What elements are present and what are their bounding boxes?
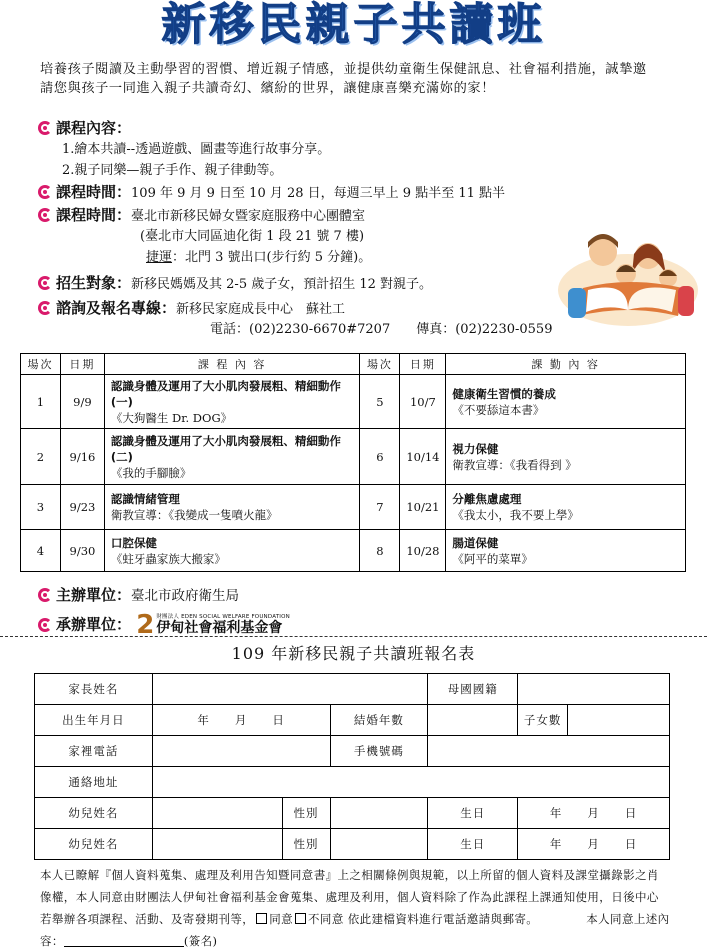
contact-heading: 諮詢及報名專線 bbox=[56, 299, 162, 317]
birthday-label: 生日 bbox=[428, 798, 518, 829]
coorganizer-label: 承辦單位 bbox=[56, 615, 117, 634]
header-date: 日期 bbox=[60, 354, 104, 375]
enroll-value: 新移民媽媽及其 2-5 歲子女，預計招生 12 對親子。 bbox=[131, 277, 433, 292]
session-book: 《大狗醫生 Dr. DOG》 bbox=[110, 410, 233, 425]
gender-label: 性別 bbox=[282, 798, 330, 829]
enroll-row: 招生對象：新移民媽媽及其 2-5 歲子女，預計招生 12 對親子。 bbox=[38, 273, 432, 295]
header-content: 課 程 內 容 bbox=[104, 354, 360, 375]
session-title: 分離焦慮處理 bbox=[452, 492, 522, 506]
birthday-label: 生日 bbox=[428, 829, 518, 860]
header-date: 日期 bbox=[400, 354, 446, 375]
transit-label: 捷運 bbox=[146, 250, 173, 265]
form-row bbox=[35, 767, 670, 798]
consent-tail: 依此建檔資料進行電話邀請與郵寄。 bbox=[343, 912, 539, 926]
bullet-icon bbox=[38, 185, 52, 199]
gender-field[interactable] bbox=[330, 829, 428, 860]
signature-field[interactable] bbox=[64, 935, 184, 947]
bullet-icon bbox=[38, 276, 52, 290]
session-content bbox=[104, 429, 360, 485]
bullet-icon bbox=[38, 618, 52, 632]
address-label: 通絡地址 bbox=[35, 767, 153, 798]
place-address: (臺北市大同區迪化街 1 段 21 號 7 樓) bbox=[140, 229, 365, 244]
session-book: 《阿平的菜單》 bbox=[452, 551, 533, 566]
transit-value: ：北門 3 號出口(步行約 5 分鐘)。 bbox=[172, 250, 372, 265]
session-no: 2 bbox=[21, 429, 61, 485]
session-book: 衛教宣導：《我看得到 》 bbox=[452, 457, 577, 472]
session-no: 6 bbox=[360, 429, 400, 485]
session-date: 9/9 bbox=[60, 375, 104, 429]
eden-logo-icon: 2 bbox=[136, 610, 155, 640]
gender-label: 性別 bbox=[282, 829, 330, 860]
session-date: 9/16 bbox=[60, 429, 104, 485]
table-row bbox=[21, 375, 686, 429]
session-no: 3 bbox=[21, 485, 61, 530]
birthday-field[interactable]: 年 月 日 bbox=[518, 798, 670, 829]
table-row bbox=[21, 429, 686, 485]
cut-line bbox=[0, 636, 707, 637]
birth-date-label: 出生年月日 bbox=[35, 705, 153, 736]
session-content bbox=[446, 530, 686, 572]
header-session: 場次 bbox=[360, 354, 400, 375]
bullet-icon bbox=[38, 208, 52, 222]
header-content: 課 勤 內 容 bbox=[446, 354, 686, 375]
session-content bbox=[446, 429, 686, 485]
place-row: 課程時間：臺北市新移民婦女暨家庭服務中心團體室 bbox=[38, 205, 365, 227]
session-date: 9/23 bbox=[60, 485, 104, 530]
session-content bbox=[446, 375, 686, 429]
session-book: 衛教宣導：《我變成一隻噴火龍》 bbox=[110, 508, 278, 522]
contact-phone: 電話：(02)2230-6670#7207 傳真：(02)2230-0559 bbox=[210, 322, 553, 337]
session-title: 腸道保健 bbox=[452, 535, 499, 550]
home-country-label: 母國國籍 bbox=[428, 674, 518, 705]
parent-name-label: 家長姓名 bbox=[35, 674, 153, 705]
consent-notice bbox=[40, 864, 670, 951]
consent-text: 本人已瞭解『個人資料蒐集、處理及利用告知暨同意書』上之相關條例與規範，以上所留的個人資料及課堂攝錄影之肖像權，本人同意由財團法人伊甸社會福利基金會蒐集、處理及利用，個人資料除了作為此課程上課通知使用，日後中心若舉辦各項課程、活動、及寄發期刊等， bbox=[40, 868, 659, 926]
session-date: 10/14 bbox=[400, 429, 446, 485]
session-content bbox=[104, 485, 360, 530]
session-title: 認識身體及運用了大小肌肉發展粗、精細動作(一) bbox=[110, 378, 341, 409]
session-date: 10/28 bbox=[400, 530, 446, 572]
session-title: 健康衛生習慣的養成 bbox=[452, 386, 556, 401]
address-field[interactable] bbox=[152, 767, 669, 798]
enroll-heading: 招生對象 bbox=[56, 274, 117, 292]
family-reading-illustration bbox=[548, 228, 698, 328]
session-title: 口腔保健 bbox=[110, 535, 157, 550]
table-row bbox=[21, 530, 686, 572]
intro-text: 培養孩子閱讀及主動學習的習慣、增近親子情感，並提供幼童衛生保健訊息、社會福利措施，誠摯邀請您與孩子一同進入親子共讀奇幻、繽紛的世界，讓健康喜樂充滿妳的家！ bbox=[40, 62, 647, 96]
bullet-icon bbox=[38, 301, 52, 315]
form-row bbox=[35, 705, 670, 736]
place-transit bbox=[146, 248, 371, 268]
child-name-field[interactable] bbox=[152, 829, 282, 860]
session-book: 《不要舔這本書》 bbox=[452, 402, 545, 417]
session-title: 視力保健 bbox=[452, 441, 499, 456]
form-title: 109 年新移民親子共讀班報名表 bbox=[231, 644, 476, 663]
content-item-1: 1.繪本共讀--透過遊戲、圖畫等進行故事分享。 bbox=[62, 142, 331, 157]
coorganizer-row: 承辦單位： 2 財團法人 EDEN SOCIAL WELFARE FOUNDATION 伊甸社會福利基金會 bbox=[38, 610, 290, 640]
session-content bbox=[446, 485, 686, 530]
disagree-label: 不同意 bbox=[308, 912, 344, 926]
agree-checkbox[interactable] bbox=[256, 913, 267, 924]
content-heading-row: 課程內容： bbox=[38, 118, 131, 140]
child-name-label: 幼兒姓名 bbox=[35, 829, 153, 860]
session-content bbox=[104, 375, 360, 429]
session-no: 7 bbox=[360, 485, 400, 530]
mobile-label: 手機號碼 bbox=[330, 736, 428, 767]
session-book: 《我太小，我不要上學》 bbox=[452, 508, 579, 522]
home-phone-label: 家裡電話 bbox=[35, 736, 153, 767]
parent-name-field[interactable] bbox=[152, 674, 428, 705]
child-name-label: 幼兒姓名 bbox=[35, 798, 153, 829]
sign-suffix: (簽名) bbox=[183, 934, 218, 948]
home-phone-field[interactable] bbox=[152, 736, 330, 767]
session-date: 10/21 bbox=[400, 485, 446, 530]
contact-value: 新移民家庭成長中心 蘇社工 bbox=[176, 302, 346, 317]
bullet-icon bbox=[38, 588, 52, 602]
content-item-2: 2.親子同樂—親子手作、親子律動等。 bbox=[62, 163, 283, 178]
mobile-field[interactable] bbox=[428, 736, 670, 767]
organizer-row: 主辦單位：臺北市政府衛生局 bbox=[38, 584, 239, 605]
session-no: 8 bbox=[360, 530, 400, 572]
children-count-field[interactable] bbox=[568, 705, 670, 736]
session-book: 《蛀牙蟲家族大搬家》 bbox=[110, 551, 226, 566]
birth-date-field[interactable]: 年 月 日 bbox=[152, 705, 330, 736]
contact-row: 諮詢及報名專線：新移民家庭成長中心 蘇社工 bbox=[38, 298, 345, 320]
session-no: 1 bbox=[21, 375, 61, 429]
gender-field[interactable] bbox=[330, 798, 428, 829]
schedule-table bbox=[20, 353, 686, 572]
bullet-icon bbox=[38, 121, 52, 135]
agree-label: 同意 bbox=[269, 912, 294, 926]
table-row bbox=[21, 485, 686, 530]
disagree-checkbox[interactable] bbox=[295, 913, 306, 924]
registration-form bbox=[34, 673, 670, 860]
time-value: 109 年 9 月 9 日至 10 月 28 日，每週三早上 9 點半至 11 點半 bbox=[131, 186, 506, 201]
time-row: 課程時間：109 年 9 月 9 日至 10 月 28 日，每週三早上 9 點半至 11 點半 bbox=[38, 182, 505, 204]
session-date: 9/30 bbox=[60, 530, 104, 572]
session-content bbox=[104, 530, 360, 572]
header-session: 場次 bbox=[21, 354, 61, 375]
schedule-header-row bbox=[21, 354, 686, 375]
marriage-years-label: 結婚年數 bbox=[330, 705, 428, 736]
form-row bbox=[35, 798, 670, 829]
logo-small-text: 財團法人 EDEN SOCIAL WELFARE FOUNDATION bbox=[156, 614, 290, 621]
session-no: 4 bbox=[21, 530, 61, 572]
poster-title: 新移民親子共讀班 bbox=[161, 0, 546, 50]
session-book: 《我的手腳臉》 bbox=[110, 465, 192, 480]
sign-label: 本人同意上述內容： bbox=[40, 912, 670, 948]
session-title: 認識情緒管理 bbox=[110, 492, 180, 506]
logo-big-text: 伊甸社會福利基金會 bbox=[156, 619, 283, 636]
time-heading: 課程時間 bbox=[56, 183, 117, 201]
place-heading: 課程時間 bbox=[56, 206, 117, 224]
content-heading: 課程內容 bbox=[56, 119, 117, 137]
session-date: 10/7 bbox=[400, 375, 446, 429]
birthday-field[interactable]: 年 月 日 bbox=[518, 829, 670, 860]
organizer-label: 主辦單位 bbox=[56, 586, 117, 604]
form-row bbox=[35, 736, 670, 767]
session-no: 5 bbox=[360, 375, 400, 429]
place-value: 臺北市新移民婦女暨家庭服務中心團體室 bbox=[131, 209, 366, 224]
marriage-years-field[interactable] bbox=[428, 705, 518, 736]
form-row bbox=[35, 829, 670, 860]
session-title: 認識身體及運用了大小肌肉發展粗、精細動作(二) bbox=[110, 433, 341, 464]
children-count-label: 子女數 bbox=[518, 705, 568, 736]
organizer-value: 臺北市政府衛生局 bbox=[131, 588, 240, 604]
form-row bbox=[35, 674, 670, 705]
child-name-field[interactable] bbox=[152, 798, 282, 829]
home-country-field[interactable] bbox=[518, 674, 670, 705]
